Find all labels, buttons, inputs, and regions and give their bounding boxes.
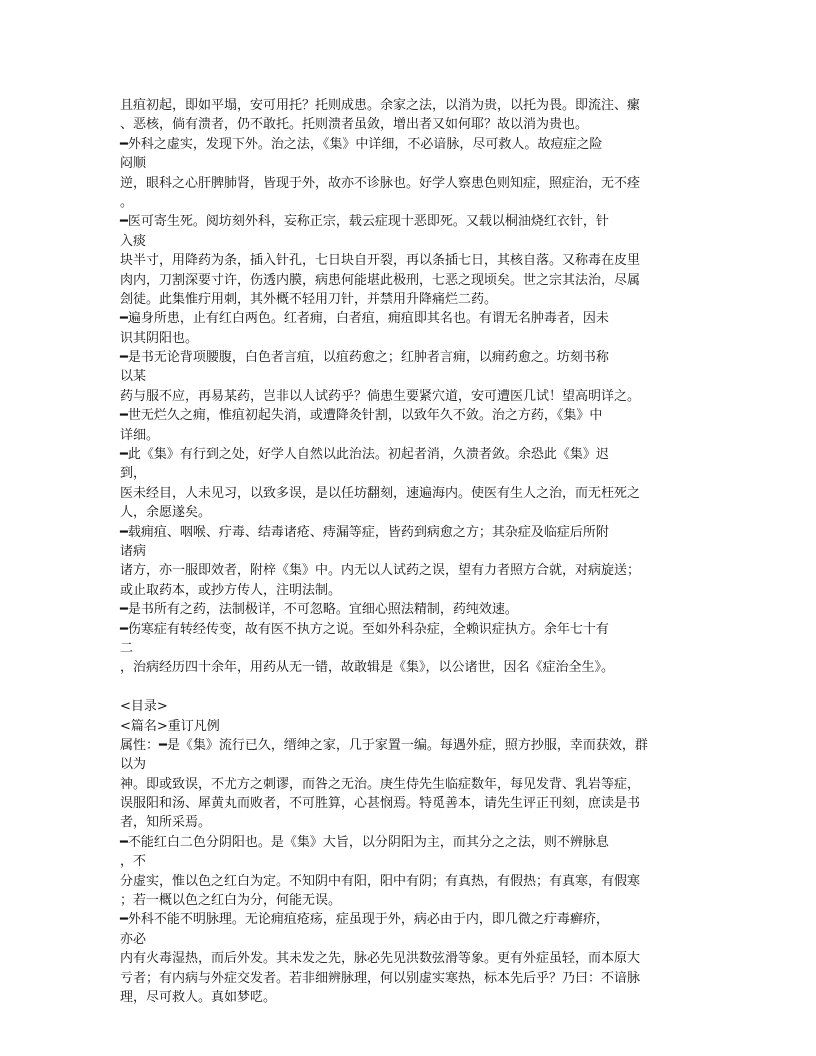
text-line: <篇名>重订凡例 xyxy=(120,718,220,734)
text-line: 亏者；有内病与外症交发者。若非细辨脉理，何以别虚实寒热，标本先后乎？乃曰：不谙脉 xyxy=(120,970,641,986)
text-line: 神。即或致误，不尤方之刺谬，而咎之无治。庚生侍先生临症数年，每见发背、乳岩等症， xyxy=(120,776,641,792)
text-line: ━外科不能不明脉理。无论痈疽疮疡，症虽现于外，病必由于内，即几微之疔毒癣疥， xyxy=(120,912,609,928)
section-preface-rules xyxy=(120,96,700,678)
text-line: 医未经目，人未见习，以致多误，是以任坊翻刻，速遍海内。使医有生人之治，而无枉死之 xyxy=(120,485,641,501)
text-line: 亦必 xyxy=(120,931,147,947)
text-line: 、恶核，倘有溃者，仍不敢托。托则溃者虽敛，增出者又如何耶？故以消为贵也。 xyxy=(120,117,589,133)
text-line: 药与服不应，再易某药，岂非以人试药乎？倘患生要紧穴道，安可遭医几试！望高明详之。 xyxy=(120,388,641,404)
text-line: <目录> xyxy=(120,699,168,715)
text-line: ━此《集》有行到之处，好学人自然以此治法。初起者消，久溃者敛。余恐此《集》迟 xyxy=(120,447,609,463)
text-line: ━伤寒症有转经传变，故有医不执方之说。至如外科杂症，全赖识症执方。余年七十有 xyxy=(120,621,609,637)
document-page xyxy=(120,96,700,1007)
text-line: ━遍身所患，止有红白两色。红者痈，白者疽，痈疽即其名也。有谓无名肿毒者，因未 xyxy=(120,311,609,327)
text-line: 详细。 xyxy=(120,427,160,443)
text-line: 块半寸，用降药为条，插入针孔，七日块自开裂，再以条插七日，其核自落。又称毒在皮里 xyxy=(120,253,641,269)
text-line: 闷顺 xyxy=(120,156,147,172)
text-line: 入痰 xyxy=(120,233,147,249)
text-line: 诸方，亦一服即效者，附梓《集》中。内无以人试药之误，望有力者照方合就，对病旋送； xyxy=(120,563,641,579)
text-line: ━医可寄生死。阅坊刻外科，妄称正宗，载云症现十恶即死。又载以桐油烧红衣针，针 xyxy=(120,214,609,230)
section-revised-rules xyxy=(120,697,700,1007)
text-line: ；若一概以色之红白为分，何能无误。 xyxy=(120,893,342,909)
text-line: 识其阴阳也。 xyxy=(120,330,199,346)
text-line: 分虚实，惟以色之红白为定。不知阴中有阳，阳中有阴；有真热，有假热；有真寒，有假寒 xyxy=(120,873,641,889)
text-line: ━载痈疽、咽喉、疔毒、结毒诸疮、痔漏等症，皆药到病愈之方；其杂症及临症后所附 xyxy=(120,524,609,540)
text-line: 属性：━是《集》流行已久，缙绅之家，几于家置一编。每遇外症，照方抄服，幸而获效，群 xyxy=(120,737,648,753)
text-line: 二 xyxy=(120,640,134,656)
text-line: ━不能红白二色分阴阳也。是《集》大旨，以分阴阳为主，而其分之之法，则不辨脉息 xyxy=(120,834,609,850)
text-line: 以为 xyxy=(120,757,147,773)
text-line: 诸病 xyxy=(120,543,147,559)
text-line: ━是书所有之药，法制极详，不可忽略。宜细心照法精制，药纯效速。 xyxy=(120,602,518,618)
section-gap xyxy=(120,678,700,697)
text-line: 或止取药本，或抄方传人，注明法制。 xyxy=(120,582,342,598)
text-line: ━外科之虚实，发现下外。治之法，《集》中详细，不必谙脉，尽可救人。故痘症之险 xyxy=(120,136,603,152)
text-line: 刽徒。此集惟疔用刺，其外概不轻用刀针，并禁用升降痛烂二药。 xyxy=(120,291,498,307)
text-line: 内有火毒湿热，而后外发。其未发之先，脉必先见洪数弦滑等象。更有外症虽轻，而本原大 xyxy=(120,951,641,967)
text-line: 者，知所采焉。 xyxy=(120,815,212,831)
text-line: 到， xyxy=(120,466,147,482)
text-line: 误服阳和汤、犀黄丸而败者，不可胜算，心甚悯焉。特觅善本，请先生评正刊刻，庶读是书 xyxy=(120,796,641,812)
text-line: ━是书无论背项腰腹，白色者言疽，以疽药愈之；红肿者言痈，以痈药愈之。坊刻书称 xyxy=(120,350,609,366)
text-line: 且疽初起，即如平塌，安可用托？托则成患。余家之法，以消为贵，以托为畏。即流注、瘰 xyxy=(120,98,641,113)
text-line: ，不 xyxy=(120,854,147,870)
text-line: ━世无烂久之痈，惟疽初起失消，或遭降灸针割，以致年久不敛。治之方药，《集》中 xyxy=(120,408,603,424)
text-line: 人，余愿遂矣。 xyxy=(120,505,212,521)
text-line: 肉内，刀割深要寸许，伤透内膜，病患何能堪此极刑，七恶之现顷矣。世之宗其法治，尽属 xyxy=(120,272,641,288)
text-line: 。 xyxy=(120,194,134,210)
text-line: ，治病经历四十余年，用药从无一错，故敢辑是《集》，以公诸世，因名《症治全生》。 xyxy=(120,660,615,676)
text-line: 逆，眼科之心肝脾肺肾，皆现于外，故亦不诊脉也。好学人察患色则知症，照症治，无不痊 xyxy=(120,175,641,191)
text-line: 以某 xyxy=(120,369,147,385)
text-line: 理，尽可救人。真如梦呓。 xyxy=(120,989,277,1005)
